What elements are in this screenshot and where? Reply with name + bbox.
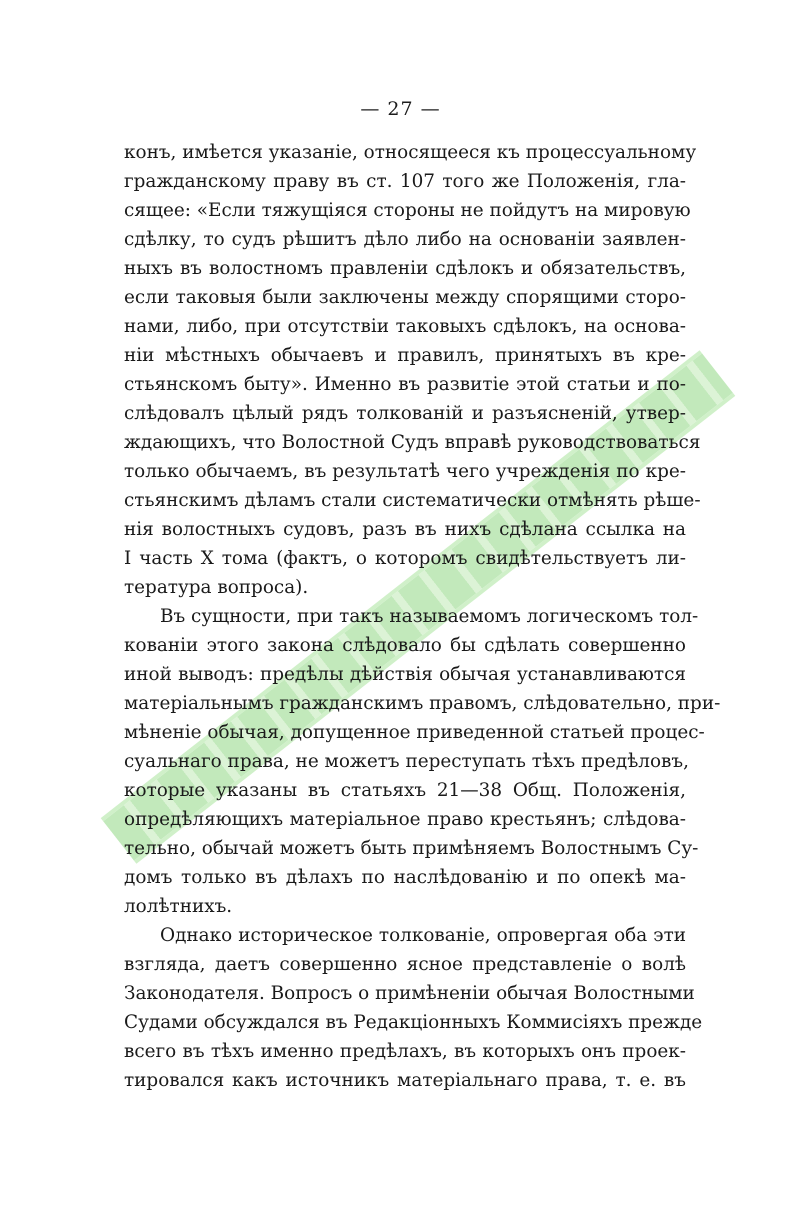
text-line: нія волостныхъ судовъ, разъ въ нихъ сдѣлана ссылка на (124, 519, 686, 540)
text-line: Въ сущности, при такъ называемомъ логическомъ тол- (160, 606, 699, 627)
text-line: ніи мѣстныхъ обычаевъ и правилъ, принятыхъ въ кре- (124, 345, 686, 366)
text-line: I часть X тома (фактъ, о которомъ свидѣтельствуетъ ли- (124, 548, 686, 569)
text-line: тировался какъ источникъ матеріальнаго права, т. е. въ (124, 1070, 686, 1091)
text-line: опредѣляющихъ матеріальное право крестьянъ; слѣдова- (124, 809, 686, 830)
text-line: только обычаемъ, въ результатѣ чего учрежденія по кре- (124, 461, 686, 482)
text-line: матеріальнымъ гражданскимъ правомъ, слѣдовательно, при- (124, 693, 721, 714)
paragraph-3 (124, 921, 703, 1095)
text-line: которые указаны въ статьяхъ 21—38 Общ. Положенія, (124, 780, 686, 801)
paragraph-2 (124, 602, 721, 921)
text-line: иной выводъ: предѣлы дѣйствія обычая устанавливаются (124, 664, 686, 685)
text-line: взгляда, даетъ совершенно ясное представленіе о волѣ (124, 954, 686, 975)
text-line: всего въ тѣхъ именно предѣлахъ, въ которыхъ онъ проек- (124, 1041, 686, 1062)
text-line: кованіи этого закона слѣдовало бы сдѣлать совершенно (124, 635, 686, 656)
paragraph-1 (124, 138, 701, 602)
text-line: тература вопроса). (124, 577, 309, 598)
text-line: сящее: «Если тяжущіяся стороны не пойдутъ на мировую (124, 200, 691, 221)
text-line: нами, либо, при отсутствіи таковыхъ сдѣлокъ, на основа- (124, 316, 686, 337)
text-line: слѣдовалъ цѣлый рядъ толкованій и разъясненій, утвер- (124, 403, 686, 424)
body-text (124, 138, 721, 1095)
page-number: — 27 — (360, 98, 441, 120)
text-line: Судами обсуждался въ Редакціонныхъ Коммисіяхъ прежде (124, 1012, 703, 1033)
text-line: мѣненіе обычая, допущенное приведенной статьей процес- (124, 722, 705, 743)
text-line: стьянскимъ дѣламъ стали систематически отмѣнять рѣше- (124, 490, 701, 511)
text-line: тельно, обычай можетъ быть примѣняемъ Волостнымъ Су- (124, 838, 699, 859)
text-line: если таковыя были заключены между спорящими сторо- (124, 287, 686, 308)
text-line: сдѣлку, то судъ рѣшитъ дѣло либо на основаніи заявлен- (124, 229, 686, 250)
text-line: суальнаго права, не можетъ переступать тѣхъ предѣловъ, (124, 751, 689, 772)
text-line: Законодателя. Вопросъ о примѣненіи обычая Волостными (124, 983, 695, 1004)
text-line: лолѣтнихъ. (124, 896, 233, 917)
text-line: Однако историческое толкованіе, опровергая оба эти (160, 925, 686, 946)
text-line: конъ, имѣется указаніе, относящееся къ процессуальному (124, 142, 697, 163)
text-line: гражданскому праву въ ст. 107 того же Положенія, гла- (124, 171, 686, 192)
text-line: домъ только въ дѣлахъ по наслѣдованію и по опекѣ ма- (124, 867, 686, 888)
text-line: стьянскомъ быту». Именно въ развитіе этой статьи и по- (124, 374, 686, 395)
text-line: ждающихъ, что Волостной Судъ вправѣ руководствоваться (124, 432, 701, 453)
text-line: ныхъ въ волостномъ правленіи сдѣлокъ и обязательствъ, (124, 258, 686, 279)
